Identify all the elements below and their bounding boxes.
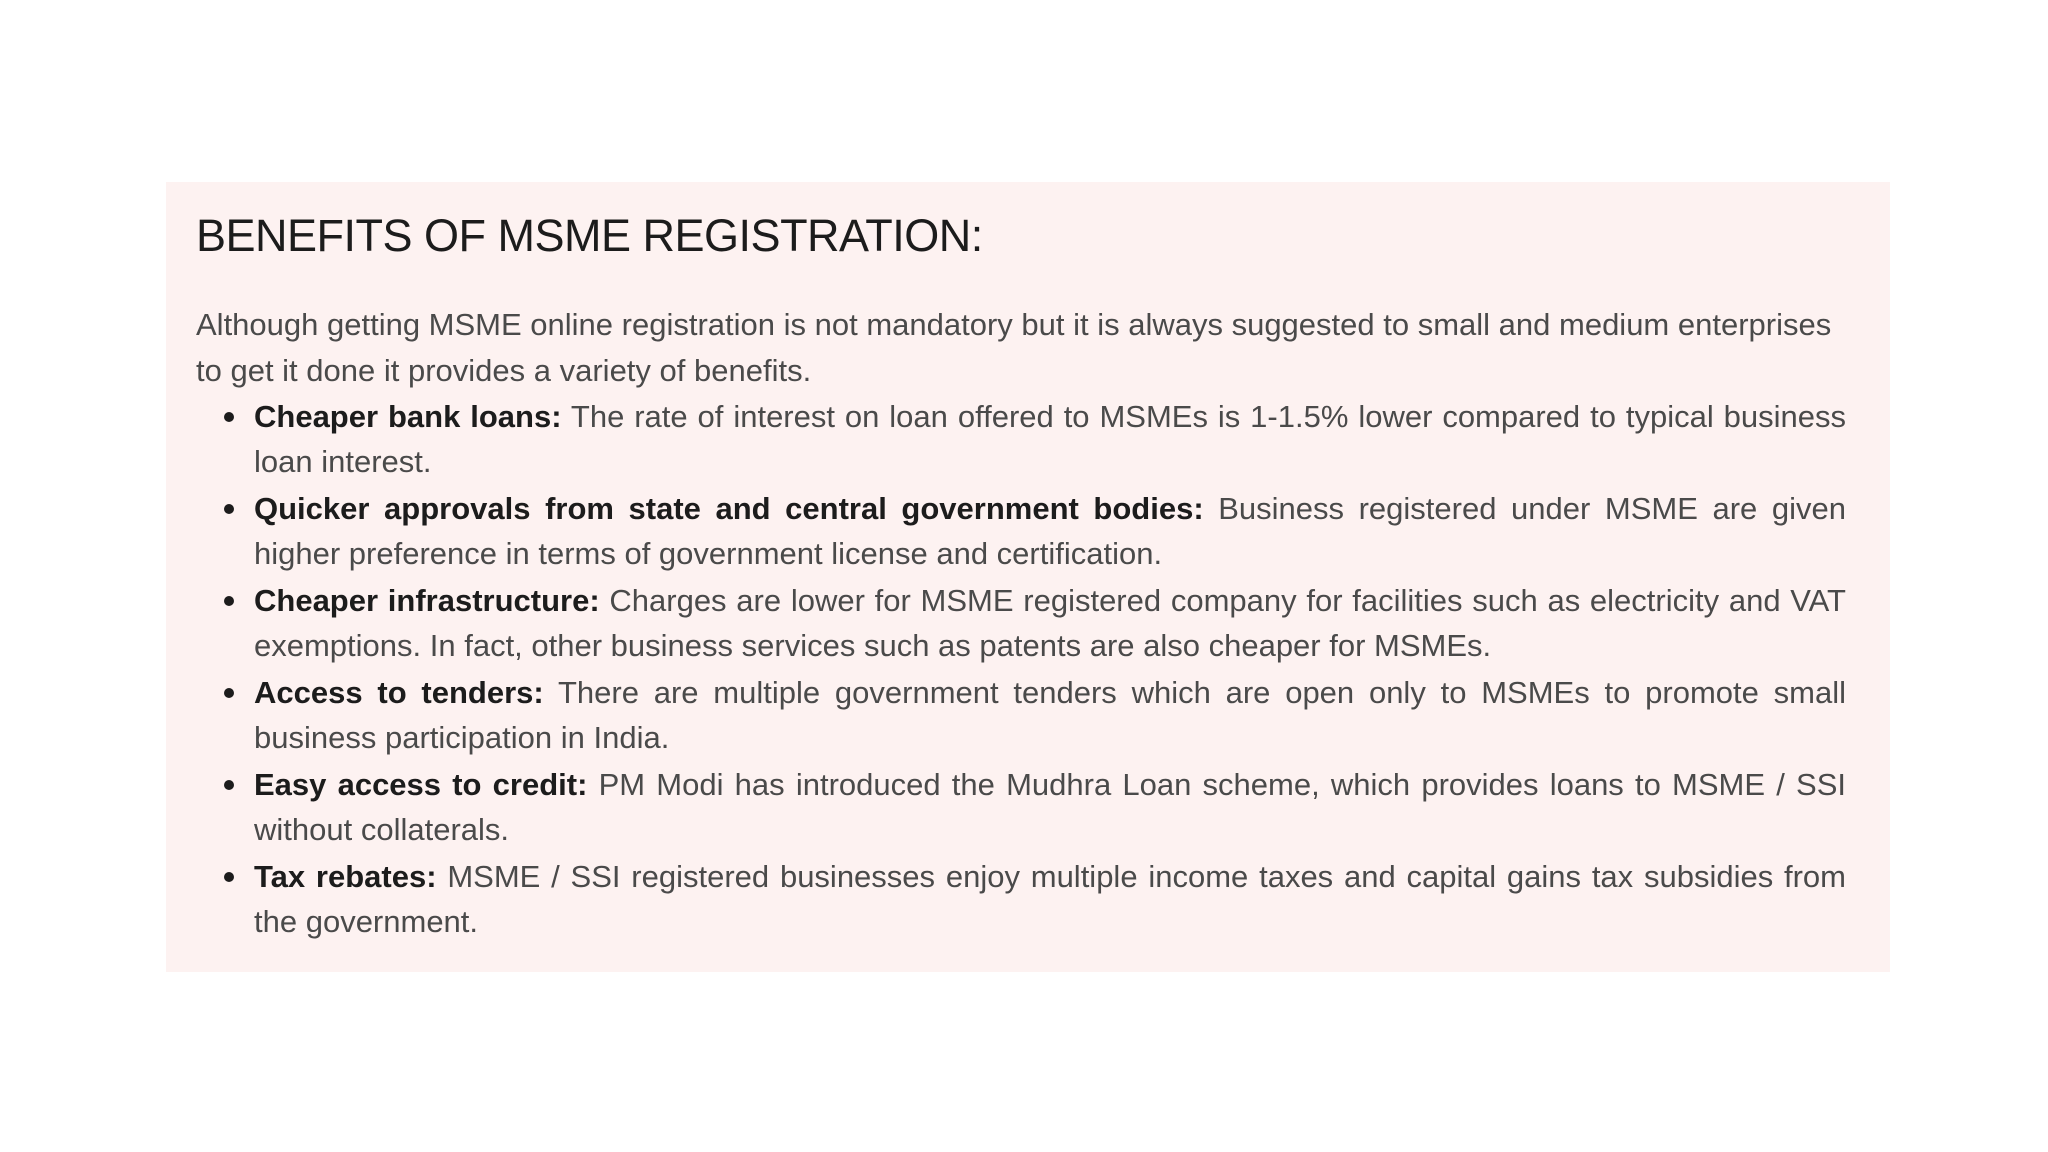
list-item (254, 670, 1846, 760)
benefit-text: Business registered under MSME are given higher preference in terms of government license and certification. (254, 491, 1846, 571)
bullet-icon (224, 596, 234, 606)
benefit-term: Cheaper bank loans: (254, 399, 562, 434)
benefit-term: Easy access to credit: (254, 767, 588, 802)
bullet-icon (224, 504, 234, 514)
benefit-term: Tax rebates: (254, 859, 437, 894)
list-item (254, 394, 1846, 484)
benefit-text: The rate of interest on loan offered to MSMEs is 1-1.5% lower compared to typical business loan interest. (254, 399, 1846, 479)
intro-paragraph: Although getting MSME online registration is not mandatory but it is always suggested to small and medium enterprises to get it done it provides a variety of benefits. (196, 307, 1832, 388)
bullet-icon (224, 412, 234, 422)
benefit-text: There are multiple government tenders which are open only to MSMEs to promote small business participation in India. (254, 675, 1847, 755)
benefits-list (196, 394, 1846, 944)
list-item (254, 854, 1846, 944)
bullet-icon (224, 780, 234, 790)
list-item (254, 486, 1846, 576)
list-item (254, 762, 1846, 852)
benefit-text: MSME / SSI registered businesses enjoy multiple income taxes and capital gains tax subsidies from the government. (254, 859, 1846, 939)
benefit-term: Quicker approvals from state and central government bodies: (254, 491, 1204, 526)
list-item (254, 578, 1846, 668)
benefit-term: Access to tenders: (254, 675, 544, 710)
bullet-icon (224, 872, 234, 882)
benefits-card (166, 182, 1890, 972)
section-title: BENEFITS OF MSME REGISTRATION: (196, 210, 983, 261)
bullet-icon (224, 688, 234, 698)
benefit-text: PM Modi has introduced the Mudhra Loan scheme, which provides loans to MSME / SSI without collaterals. (254, 767, 1846, 847)
benefit-term: Cheaper infrastructure: (254, 583, 600, 618)
benefit-text: Charges are lower for MSME registered company for facilities such as electricity and VAT exemptions. In fact, other business services such as patents are also cheaper for MSMEs. (254, 583, 1846, 663)
